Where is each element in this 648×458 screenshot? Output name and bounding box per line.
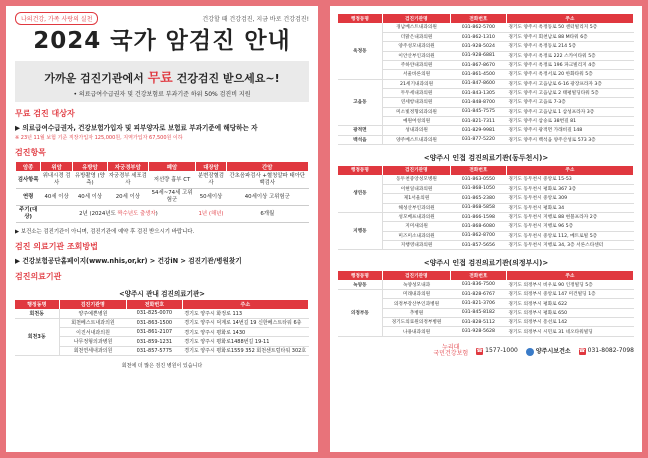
items-header-cell: 암종 xyxy=(16,162,41,172)
clinic-name: 나무정형의과병원 xyxy=(59,337,127,346)
clinic-name: 서울바른의원 xyxy=(382,70,450,79)
clinic-address: 경기도 동두천시 지행로 96 5층 xyxy=(506,222,633,231)
clinic-row xyxy=(338,42,634,51)
banner-headline xyxy=(19,67,305,86)
cycle-colon: 1년 (해년) xyxy=(196,206,226,223)
clinic-row xyxy=(338,88,634,97)
items-cell: 자궁경부 세포검사 xyxy=(108,172,149,189)
clinic-address: 경기도 의정부시 시민로 31 네오타워빌딩 xyxy=(506,327,633,336)
clinic-name: 회천연세내과의원 xyxy=(59,346,127,355)
clinic-name: 추병원 xyxy=(382,308,450,317)
dong-name: 의정부동 xyxy=(338,290,382,337)
clinic-address: 경기도 동두천시 중앙로 15-53 xyxy=(506,175,633,184)
clinic-name: 양주베스트내과의원 xyxy=(382,135,450,144)
clinic-row xyxy=(15,309,309,318)
clinic-phone: 031-868-6080 xyxy=(450,222,506,231)
items-row-label: 검사항목 xyxy=(16,172,41,189)
items-cell: 40세 이상 xyxy=(72,189,107,206)
dong-name: 회천3동 xyxy=(15,318,59,355)
clinic-address: 경기도 양주시 고읍로 7-3층 xyxy=(506,98,633,107)
clinic-address: 경기도 양주시 덕계로 14번길 19 신한베스트타워 6층 xyxy=(182,318,308,327)
clinic-header-cell: 행정동명 xyxy=(15,300,59,309)
clinic-row xyxy=(338,184,634,193)
clinic-phone: 031-857-5656 xyxy=(450,240,506,249)
clinic-header-cell: 전화번호 xyxy=(450,14,506,23)
clinic-phone: 031-928-5024 xyxy=(450,42,506,51)
items-cell: 40세이상 고위험군 xyxy=(226,189,308,206)
clinic-header-cell: 주소 xyxy=(506,166,633,175)
clinic-row xyxy=(338,107,634,116)
clinic-address: 경기도 동두천시 중앙로 112, 메트로빌 5층 xyxy=(506,231,633,240)
clinic-name: 회천베스트내과의원 xyxy=(59,318,127,327)
lookup-section-title: 검진 의료기관 조회방법 xyxy=(15,242,98,251)
clinic-name: 이진서내과의원 xyxy=(59,328,127,337)
items-cell: 위내시경 검사 xyxy=(41,172,72,189)
clinic-header-cell: 행정동명 xyxy=(338,271,382,280)
clinic-address: 경기도 동두천시 지행로 34, 3층 서른스타센터 xyxy=(506,240,633,249)
center-phone-number: 031-8082-7098 xyxy=(587,346,634,354)
items-cell: 54세~74세 고위험군 xyxy=(148,189,196,206)
clinic-name: 주하얀내과의원 xyxy=(382,60,450,69)
clinic-phone: 031-821-7311 xyxy=(450,116,506,125)
items-cell: 50세이상 xyxy=(196,189,226,206)
clinic-phone: 031-836-7500 xyxy=(450,280,506,289)
clinic-address: 경기도 동두천시 중앙로 309 xyxy=(506,194,633,203)
target-note: ※ 23년 11월 보험 기준 직장가입자 125,000원, 지역가입자 67,500원 이하 xyxy=(15,135,183,141)
clinic-row xyxy=(338,318,634,327)
nhis-phone xyxy=(476,347,518,355)
clinic-name: 나용내과의원 xyxy=(382,327,450,336)
items-row-label: 연령 xyxy=(16,189,41,206)
clinic-address: 경기도 양주시 고읍남로 6-16 광장프라자 3층 xyxy=(506,79,633,88)
clinic-row xyxy=(338,212,634,221)
clinic-address: 경기도 양주시 옥정동로 50 센터빌리지 5층 xyxy=(506,23,633,32)
clinic-phone: 031-825-0070 xyxy=(127,309,183,318)
clinic-address: 경기도 양주시 평화로 1430 xyxy=(182,328,308,337)
left-page xyxy=(6,6,318,452)
clinic-row xyxy=(338,98,634,107)
clinic-row xyxy=(338,32,634,41)
clinic-phone: 031-861-4500 xyxy=(450,70,506,79)
clinic-header-cell: 행정동명 xyxy=(338,166,382,175)
center-name: 양주시보건소 xyxy=(535,348,571,356)
banner-head-free: 무료 xyxy=(147,71,173,86)
dongducheon-subhead: <양주시 인접 검진의료기관(동두천시)> xyxy=(423,153,549,162)
clinic-address: 경기도 양주시 고읍남로 2 태평빌딩타워 5층 xyxy=(506,88,633,97)
clinic-header-cell: 주소 xyxy=(506,14,633,23)
dong-name: 고읍동 xyxy=(338,79,382,126)
clinic-phone: 031-845-8182 xyxy=(450,308,506,317)
clinic-row xyxy=(338,327,634,336)
clinic-address: 경기도 동두천시 평화로 367 3층 xyxy=(506,184,633,193)
r-uj-header-row xyxy=(338,271,634,280)
clinic-phone: 031-847-8600 xyxy=(450,79,506,88)
clinic-name: 미소빛정형외과의원 xyxy=(382,107,450,116)
clinic-address: 경기도 양주시 옥정로 222 스카이타워 5층 xyxy=(506,51,633,60)
clinic-address: 경기도 의정부시 평화로 622 xyxy=(506,299,633,308)
r-uj-body xyxy=(338,280,634,336)
clinic-phone: 031-862-5700 xyxy=(450,23,506,32)
banner-subtext: • 의료급여수급권자 및 건강보험료 부과기준 하위 50% 검진비 지원 xyxy=(73,91,251,98)
clinic-row xyxy=(338,290,634,299)
items-cell: 20세 이상 xyxy=(108,189,149,206)
clinic-phone: 031-848-8700 xyxy=(450,98,506,107)
clinic-name: 지행영내과의원 xyxy=(382,240,450,249)
items-row xyxy=(16,172,309,189)
clinic-row xyxy=(338,79,634,88)
clinic-row xyxy=(338,60,634,69)
clinic-row xyxy=(338,194,634,203)
clinic-name: 이현일내과의원 xyxy=(382,184,450,193)
items-row xyxy=(16,189,309,206)
clinic-address: 경기도 양주시 옥정서로 20 한화타워 5층 xyxy=(506,70,633,79)
items-header-cell: 자궁경부암 xyxy=(108,162,149,172)
clinic-phone: 031-863-1500 xyxy=(127,318,183,327)
cycle-cell xyxy=(41,206,196,223)
clinic-body xyxy=(15,309,309,355)
items-cell: 저선량 흉부 CT xyxy=(148,172,196,189)
clinic-phone: 031-928-5628 xyxy=(450,327,506,336)
uijeongbu-subhead: <양주시 인접 검진의료기관(의정부시)> xyxy=(423,259,549,268)
clinic-row xyxy=(338,240,634,249)
clinic-phone: 031-857-5775 xyxy=(127,346,183,355)
clinic-name: 녹양성모내과 xyxy=(382,280,450,289)
tagline: 건강할 때 건강검진, 지금 바로 건강검진! xyxy=(202,15,309,23)
target-line: ▶ 의료급여수급권자, 건강보험가입자 및 피부양자로 보험료 부과기준에 해당하는 자 xyxy=(15,124,258,132)
items-header-row xyxy=(16,162,309,172)
clinic-header-cell: 주소 xyxy=(182,300,308,309)
clinic-address: 경기도 의정부시 평화로 650 xyxy=(506,308,633,317)
clinic-name: 경기도의료원의정부병원 xyxy=(382,318,450,327)
page-title: 2024 국가 암검진 안내 xyxy=(33,28,291,54)
clinic-phone: 031-862-1310 xyxy=(450,32,506,41)
clinic-phone: 031-865-2380 xyxy=(450,194,506,203)
clinic-name: 의정부강산부인과병원 xyxy=(382,299,450,308)
clinic-header-cell: 전화번호 xyxy=(450,166,506,175)
clinic-name: 경남베스트내과의원 xyxy=(382,23,450,32)
clinic-row xyxy=(338,135,634,144)
r-dd-body xyxy=(338,175,634,250)
clinic-header-cell: 주소 xyxy=(506,271,633,280)
dong-name: 지행동 xyxy=(338,212,382,249)
items-note: ▶ 보건소는 검진기관이 아니며, 검진기관에 예약 후 검진 받으시기 바랍니다. xyxy=(15,229,195,235)
clinic-row xyxy=(338,308,634,317)
clinic-name: 미래내과의원 xyxy=(382,290,450,299)
clinic-name: 21세기내과의원 xyxy=(382,79,450,88)
r-top-header-row xyxy=(338,14,634,23)
clinic-row xyxy=(338,23,634,32)
clinic-phone: 031-828-6767 xyxy=(450,290,506,299)
dong-name: 옥정동 xyxy=(338,23,382,79)
local-clinic-table xyxy=(15,300,309,356)
clinic-phone: 031-868-1050 xyxy=(450,184,506,193)
items-header-cell: 폐암 xyxy=(148,162,196,172)
phone-icon: ☎ xyxy=(476,347,483,354)
clinic-address: 경기도 양주시 백석읍 양주산성로 573 3층 xyxy=(506,135,633,144)
clinic-address: 경기도 양주시 광적면 가래비길 148 xyxy=(506,126,633,135)
clinic-name: 해성산부인과의원 xyxy=(382,203,450,212)
clinic-phone: 031-877-5220 xyxy=(450,135,506,144)
items-header-cell: 대장암 xyxy=(196,162,226,172)
clinic-address: 경기도 양주시 옥정로 196 파크빌리지 4층 xyxy=(506,60,633,69)
clinic-address: 경기도 양주시 평화로1559 352 회천센트럴타워 302호 xyxy=(182,346,308,355)
clinic-name: 제1서울의원 xyxy=(382,194,450,203)
clinic-address: 경기도 양주시 옥정동로 214 5층 xyxy=(506,42,633,51)
clinic-row xyxy=(338,231,634,240)
tagline-row xyxy=(15,12,309,24)
clinic-address: 경기도 양주시 고읍남로 1 삼성프라자 3층 xyxy=(506,107,633,116)
clinic-header-cell: 검진기관명 xyxy=(382,166,450,175)
clinic-row xyxy=(338,175,634,184)
center-contact xyxy=(526,346,571,356)
items-table xyxy=(15,161,309,223)
clinic-name: 미즈미소내과의원 xyxy=(382,231,450,240)
items-header-cell: 유방암 xyxy=(72,162,107,172)
dong-name: 광적면 xyxy=(338,126,382,135)
nhis-logo xyxy=(433,345,468,357)
dong-name: 녹양동 xyxy=(338,280,382,289)
clinic-row xyxy=(338,203,634,212)
lookup-line: ▶ 건강보험공단홈페이지(www.nhis,or,kr) > 건강iN > 검진기관/병원찾기 xyxy=(15,257,242,265)
clinic-address: 경기도 동두천시 평화로 34 xyxy=(506,203,633,212)
clinic-phone: 031-821-3706 xyxy=(450,299,506,308)
clinics-footer-note: 회천에 더 많은 검진 병원이 있습니다 xyxy=(121,362,203,369)
center-phone xyxy=(579,347,634,355)
clinic-row xyxy=(338,116,634,125)
clinic-phone: 031-863-0550 xyxy=(450,175,506,184)
free-checkup-banner xyxy=(15,61,309,102)
items-cell: 40세 이상 xyxy=(41,189,72,206)
items-row xyxy=(16,206,309,223)
clinic-name: 예원여성의원 xyxy=(382,116,450,125)
health-center-icon xyxy=(526,348,534,356)
banner-head-pre: 가까운 검진기관에서 xyxy=(44,72,148,85)
clinic-name: 성내과의원 xyxy=(382,126,450,135)
items-row-label: 주기(대상) xyxy=(16,206,41,223)
clinic-address: 경기도 양주시 화정로 113 xyxy=(182,309,308,318)
clinic-phone: 031-866-1598 xyxy=(450,212,506,221)
clinic-row xyxy=(338,126,634,135)
nhis-logo-text: 국민건강보험 xyxy=(433,349,469,357)
clinic-row xyxy=(338,70,634,79)
r-dd-header-row xyxy=(338,166,634,175)
clinic-address: 경기도 의정부시 비우로 90 인정빌딩 5층 xyxy=(506,280,633,289)
dong-name: 백석읍 xyxy=(338,135,382,144)
cycle-post: ) xyxy=(155,210,158,217)
uijeongbu-clinic-table xyxy=(338,271,634,337)
clinic-name: 성모베프내과의원 xyxy=(382,212,450,221)
clinic-row xyxy=(338,51,634,60)
contact-footer xyxy=(338,345,634,357)
nhis-phone-number: 1577-1000 xyxy=(485,346,518,354)
clinic-phone: 031-845-7575 xyxy=(450,107,506,116)
clinic-phone: 031-859-1231 xyxy=(127,337,183,346)
clinics-section-title: 검진의료기관 xyxy=(15,272,62,281)
clinic-name: 이안산부인과의원 xyxy=(382,51,450,60)
clinic-name: 연세항내과의원 xyxy=(382,98,450,107)
clinic-address: 경기도 동두천시 지행로 88 현블프라자 2층 xyxy=(506,212,633,221)
clinic-row xyxy=(338,222,634,231)
clinic-phone: 031-867-8670 xyxy=(450,60,506,69)
cycle-liver: 6개월 xyxy=(226,206,308,223)
clinic-row xyxy=(15,346,309,355)
clinic-name: 더맑은내과의원 xyxy=(382,32,450,41)
items-header-cell: 위암 xyxy=(41,162,72,172)
clinic-header-cell: 전화번호 xyxy=(127,300,183,309)
items-section-title: 검진항목 xyxy=(15,148,46,157)
items-body xyxy=(16,172,309,223)
clinic-header-cell: 행정동명 xyxy=(338,14,382,23)
dongducheon-clinic-table xyxy=(338,166,634,250)
clinic-row xyxy=(338,280,634,289)
clinic-name: 양주성모내과의원 xyxy=(382,42,450,51)
clinic-address: 경기도 의정부시 중앙로 147 미건빌딩 1층 xyxy=(506,290,633,299)
target-section-title: 무료 검진 대상자 xyxy=(15,109,75,118)
clinic-header-cell: 검진기관명 xyxy=(382,271,450,280)
clinic-address: 경기도 양주시 회천남로 88 M타워 6층 xyxy=(506,32,633,41)
clinic-name: 지미새의원 xyxy=(382,222,450,231)
clinic-row xyxy=(15,337,309,346)
clinic-row xyxy=(15,318,309,327)
clinic-phone: 031-829-9981 xyxy=(450,126,506,135)
items-cell: 유방촬영 (양측) xyxy=(72,172,107,189)
clinic-address: 경기도 양주시 삼숭로 38번길 81 xyxy=(506,116,633,125)
r-top-body xyxy=(338,23,634,144)
clinic-row xyxy=(15,328,309,337)
dong-name: 생연동 xyxy=(338,175,382,212)
phone-icon: ☎ xyxy=(579,347,586,354)
clinic-name: 양주예쁜병원 xyxy=(59,309,127,318)
items-header-cell: 간암 xyxy=(226,162,308,172)
clinic-phone: 031-862-8700 xyxy=(450,231,506,240)
clinics-subhead: <양주시 관내 검진의료기관> xyxy=(119,290,205,298)
nhis-logo-top: 누리대 xyxy=(442,343,460,351)
clinic-phone: 031-868-5858 xyxy=(450,203,506,212)
clinic-header-cell: 검진기관명 xyxy=(59,300,127,309)
clinic-phone: 031-828-5112 xyxy=(450,318,506,327)
clinic-name: 동두천중앙성모병원 xyxy=(382,175,450,184)
items-cell: 분변잠혈검사 xyxy=(196,172,226,189)
items-cell: 간초음파검사 +혈청알파 태아단백검사 xyxy=(226,172,308,189)
clinic-phone: 031-861-2107 xyxy=(127,328,183,337)
clinic-row xyxy=(338,299,634,308)
clinic-phone: 031-843-1305 xyxy=(450,88,506,97)
right-page xyxy=(330,6,642,452)
clinic-name: 두두세내과의원 xyxy=(382,88,450,97)
cycle-pre: 2년 (2024년도 xyxy=(79,210,118,217)
clinic-header-cell: 검진기관명 xyxy=(382,14,450,23)
cycle-highlight: 짝수년도 출생자 xyxy=(117,210,156,217)
banner-head-post: 건강검진 받으세요~! xyxy=(172,72,280,85)
clinic-header-row xyxy=(15,300,309,309)
clinic-header-cell: 전화번호 xyxy=(450,271,506,280)
yangju-clinic-table xyxy=(338,14,634,145)
dong-name: 회천동 xyxy=(15,309,59,318)
clinic-phone: 031-928-6881 xyxy=(450,51,506,60)
tag-pill: 나의건강, 가족 사랑의 실천 xyxy=(15,12,98,25)
clinic-address: 경기도 양주시 평화로1488번길 19-11 xyxy=(182,337,308,346)
clinic-address: 경기도 의정부시 흥선로 142 xyxy=(506,318,633,327)
